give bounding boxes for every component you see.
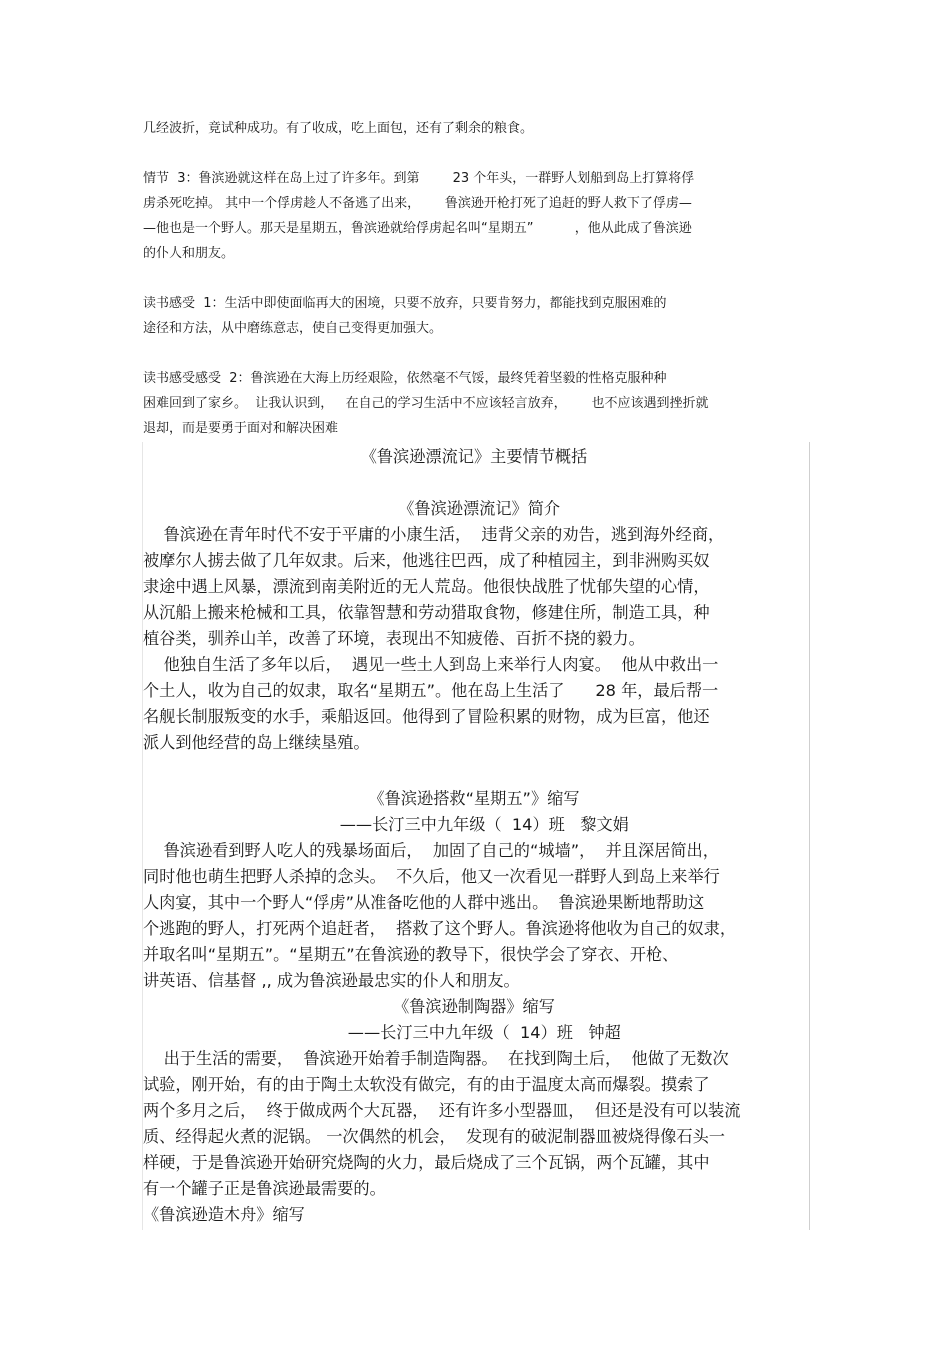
text-line: 有一个罐子正是鲁滨逊最需要的。: [143, 1179, 386, 1198]
intro-paragraph-2: [143, 652, 805, 756]
text-line: 他独自生活了多年以后， 遇见一些土人到岛上来举行人肉宴。 他从中救出一: [143, 655, 719, 674]
reading-feeling-2: [143, 366, 823, 441]
rescue-title: 《鲁滨逊搭救“星期五”》缩写: [368, 789, 580, 808]
plot-3-paragraph: [143, 166, 823, 266]
text-line: 两个多月之后， 终于做成两个大瓦器， 还有许多小型器皿， 但还是没有可以装流: [143, 1101, 741, 1120]
text-line: 个土人，收为自己的奴隶，取名“星期五”。他在岛上生活了 28 年，最后帮一: [143, 681, 719, 700]
text-line: 鲁滨逊在青年时代不安于平庸的小康生活， 违背父亲的劝告，逃到海外经商，: [143, 525, 725, 544]
text-line: 从沉船上搬来枪械和工具，依靠智慧和劳动猎取食物，修建住所，制造工具，种: [143, 603, 710, 622]
text-line: 情节 3：鲁滨逊就这样在岛上过了许多年。到第 23 个年头，一群野人划船到岛上打算将俘: [143, 171, 695, 186]
text-line: —他也是一个野人。那天是星期五，鲁滨逊就给俘虏起名叫“星期五” ，他从此成了鲁滨逊: [143, 221, 692, 236]
text-line: 植谷类，驯养山羊，改善了环境，表现出不知疲倦、百折不挠的毅力。: [143, 629, 645, 648]
text-line: 试验，刚开始，有的由于陶土太软没有做完，有的由于温度太高而爆裂。摸索了: [143, 1075, 710, 1094]
main-content: [143, 442, 805, 1228]
text-line: 并取名叫“星期五”。“星期五”在鲁滨逊的教导下，很快学会了穿衣、开枪、: [143, 945, 679, 964]
rescue-paragraph: [143, 838, 805, 994]
text-line: 的仆人和朋友。: [143, 246, 235, 261]
text-line: 隶途中遇上风暴，漂流到南美附近的无人荒岛。他很快战胜了忧郁失望的心情，: [143, 577, 710, 596]
text-line: 人肉宴，其中一个野人“俘虏”从准备吃他的人群中逃出。 鲁滨逊果断地帮助这: [143, 893, 705, 912]
reading-feeling-1: [143, 291, 823, 341]
text-line: 被摩尔人掳去做了几年奴隶。后来，他逃往巴西，成了种植园主，到非洲购买奴: [143, 551, 710, 570]
text-line: 派人到他经营的岛上继续垦殖。: [143, 733, 370, 752]
intro-paragraph: [143, 116, 823, 141]
text-line: 虏杀死吃掉。 其中一个俘虏趁人不备逃了出来， 鲁滨逊开枪打死了追赶的野人救下了俘虏—: [143, 196, 692, 211]
text-line: 个逃跑的野人，打死两个追赶者， 搭救了这个野人。鲁滨逊将他收为自己的奴隶，: [143, 919, 737, 938]
intro-title: 《鲁滨逊漂流记》简介: [387, 499, 561, 518]
text-line: 退却，而是要勇于面对和解决困难: [143, 421, 339, 436]
main-title: 《鲁滨逊漂流记》主要情节概括: [360, 447, 588, 466]
text-line: 出于生活的需要， 鲁滨逊开始着手制造陶器。 在找到陶土后， 他做了无数次: [143, 1049, 729, 1068]
text-line: 困难回到了家乡。 让我认识到， 在自己的学习生活中不应该轻言放弃， 也不应该遇到挫折就: [143, 396, 709, 411]
text-line: 几经波折，竟试种成功。有了收成，吃上面包，还有了剩余的粮食。: [143, 121, 534, 136]
pottery-author: ——长汀三中九年级（ 14）班 钟超: [327, 1023, 621, 1042]
text-line: 途径和方法，从中磨练意志，使自己变得更加强大。: [143, 321, 443, 336]
text-line: 讲英语、信基督 ,, 成为鲁滨逊最忠实的仆人和朋友。: [143, 971, 520, 990]
text-line: 鲁滨逊看到野人吃人的残暴场面后， 加固了自己的“城墙”， 并且深居简出，: [143, 841, 719, 860]
pottery-title: 《鲁滨逊制陶器》缩写: [393, 997, 555, 1016]
intro-paragraph-1: [143, 522, 805, 652]
text-line: 读书感受 1：生活中即使面临再大的困境，只要不放弃，只要肯努力，都能找到克服困难的: [143, 296, 667, 311]
text-line: 质、经得起火煮的泥锅。 一次偶然的机会， 发现有的破泥制器皿被烧得像石头一: [143, 1127, 725, 1146]
boat-title: 《鲁滨逊造木舟》缩写: [143, 1205, 305, 1224]
text-line: 同时他也萌生把野人杀掉的念头。 不久后，他又一次看见一群野人到岛上来举行: [143, 867, 720, 886]
text-line: 读书感受感受 2：鲁滨逊在大海上历经艰险，依然毫不气馁，最终凭着坚毅的性格克服种种: [143, 371, 667, 386]
text-line: 名舰长制服叛变的水手，乘船返回。他得到了冒险积累的财物，成为巨富，他还: [143, 707, 710, 726]
text-line: 样硬，于是鲁滨逊开始研究烧陶的火力，最后烧成了三个瓦锅，两个瓦罐，其中: [143, 1153, 710, 1172]
rescue-author: ——长汀三中九年级（ 14）班 黎文娟: [319, 815, 629, 834]
pottery-paragraph: [143, 1046, 805, 1202]
